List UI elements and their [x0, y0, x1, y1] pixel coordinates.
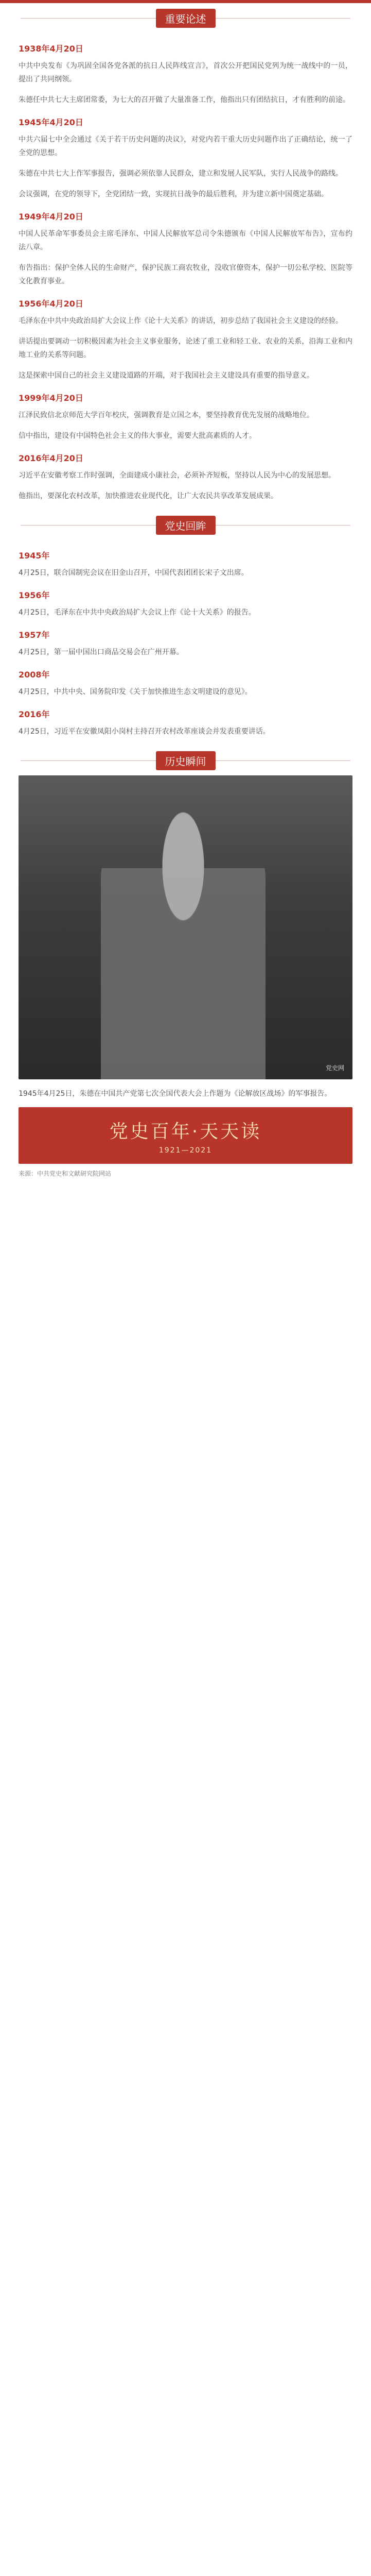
history-text: 4月25日，第一届中国出口商品交易会在广州开幕。 [19, 648, 184, 656]
history-text: 4月25日，毛泽东在中共中央政治局扩大会议上作《论十大关系》的报告。 [19, 608, 256, 617]
history-year: 1957年 [19, 630, 50, 640]
section-header-moment [0, 745, 371, 775]
photo-watermark: 党史网 [325, 1064, 344, 1072]
photo-caption: 1945年4月25日，朱德在中国共产党第七次全国代表大会上作题为《论解放区战场》的军事报告。 [19, 1090, 332, 1098]
quote-paragraph: 他指出，要深化农村改革，加快推进农业现代化，让广大农民共享改革发展成果。 [19, 492, 278, 500]
history-item [19, 668, 352, 699]
banner-years: 1921—2021 [158, 1146, 213, 1155]
section-header-history [0, 510, 371, 540]
section-header-quotes [0, 3, 371, 33]
quote-paragraph: 毛泽东在中共中央政治局扩大会议上作《论十大关系》的讲话，初步总结了我国社会主义建设的经验。 [19, 317, 343, 325]
quote-paragraph: 习近平在安徽考察工作时强调，全面建成小康社会，必须补齐短板，坚持以人民为中心的发展思想。 [19, 471, 335, 480]
history-year: 1945年 [19, 551, 50, 561]
source-text: 来源：中共党史和文献研究院网站 [19, 1170, 112, 1177]
history-item [19, 629, 352, 659]
quotes-content [0, 42, 371, 503]
quote-paragraph: 布告指出：保护全体人民的生命财产，保护民族工商农牧业，没收官僚资本，保护一切公私学校、医院等文化教育事业。 [19, 264, 352, 285]
quote-block [19, 392, 352, 443]
quote-paragraph: 江泽民致信北京师范大学百年校庆，强调教育是立国之本，要坚持教育优先发展的战略地位。 [19, 411, 314, 419]
history-content [0, 549, 371, 738]
party-history-banner [19, 1107, 352, 1164]
section-title-quotes: 重要论述 [156, 9, 216, 28]
history-text: 4月25日，习近平在安徽凤阳小岗村主持召开农村改革座谈会并发表重要讲话。 [19, 727, 270, 736]
quote-paragraph: 这是探索中国自己的社会主义建设道路的开端，对于我国社会主义建设具有重要的指导意义。 [19, 371, 314, 380]
quote-year: 1938年4月20日 [19, 44, 83, 54]
quote-year: 1999年4月20日 [19, 393, 83, 403]
history-item [19, 549, 352, 580]
history-text: 4月25日，中共中央、国务院印发《关于加快推进生态文明建设的意见》。 [19, 688, 252, 696]
quote-paragraph: 会议强调，在党的领导下，全党团结一致，实现抗日战争的最后胜利，并为建立新中国奠定基础。 [19, 190, 328, 198]
quote-paragraph: 朱德任中共七大主席团常委，为七大的召开做了大量准备工作，他指出只有团结抗日，才有胜利的前途。 [19, 96, 350, 104]
quote-paragraph: 讲话提出要调动一切积极因素为社会主义事业服务，论述了重工业和轻工业、农业的关系，沿海工业和内地工业的关系等问题。 [19, 337, 352, 359]
quote-year: 1949年4月20日 [19, 212, 83, 222]
section-title-moment: 历史瞬间 [156, 751, 216, 770]
quote-block [19, 42, 352, 107]
section-title-history: 党史回眸 [156, 516, 216, 535]
quote-block [19, 116, 352, 201]
quote-paragraph: 中共六届七中全会通过《关于若干历史问题的决议》，对党内若干重大历史问题作出了正确结论，统一了全党的思想。 [19, 135, 352, 157]
quote-year: 2016年4月20日 [19, 453, 83, 463]
quote-paragraph: 朱德在中共七大上作军事报告，强调必须依靠人民群众，建立和发展人民军队，实行人民战争的路线。 [19, 170, 343, 178]
quote-block [19, 297, 352, 382]
history-item [19, 708, 352, 738]
history-text: 4月25日，联合国制宪会议在旧金山召开，中国代表团团长宋子文出席。 [19, 569, 249, 577]
historical-photo [19, 775, 352, 1079]
history-year: 2016年 [19, 709, 50, 719]
quote-year: 1945年4月20日 [19, 117, 83, 127]
history-year: 2008年 [19, 670, 50, 680]
quote-year: 1956年4月20日 [19, 299, 83, 309]
quote-paragraph: 中共中央发布《为巩固全国各党各派的抗日人民阵线宣言》，首次公开把国民党列为统一战线中的一员，提出了共同纲领。 [19, 62, 352, 83]
history-year: 1956年 [19, 590, 50, 600]
photo-figure [101, 806, 266, 1079]
history-item [19, 589, 352, 619]
quote-paragraph: 中国人民革命军事委员会主席毛泽东、中国人民解放军总司令朱德颁布《中国人民解放军布告》，宣布约法八章。 [19, 230, 352, 251]
banner-title: 党史百年·天天读 [109, 1121, 262, 1142]
quote-paragraph: 信中指出，建设有中国特色社会主义的伟大事业，需要大批高素质的人才。 [19, 432, 256, 440]
quote-block [19, 452, 352, 503]
quote-block [19, 210, 352, 288]
